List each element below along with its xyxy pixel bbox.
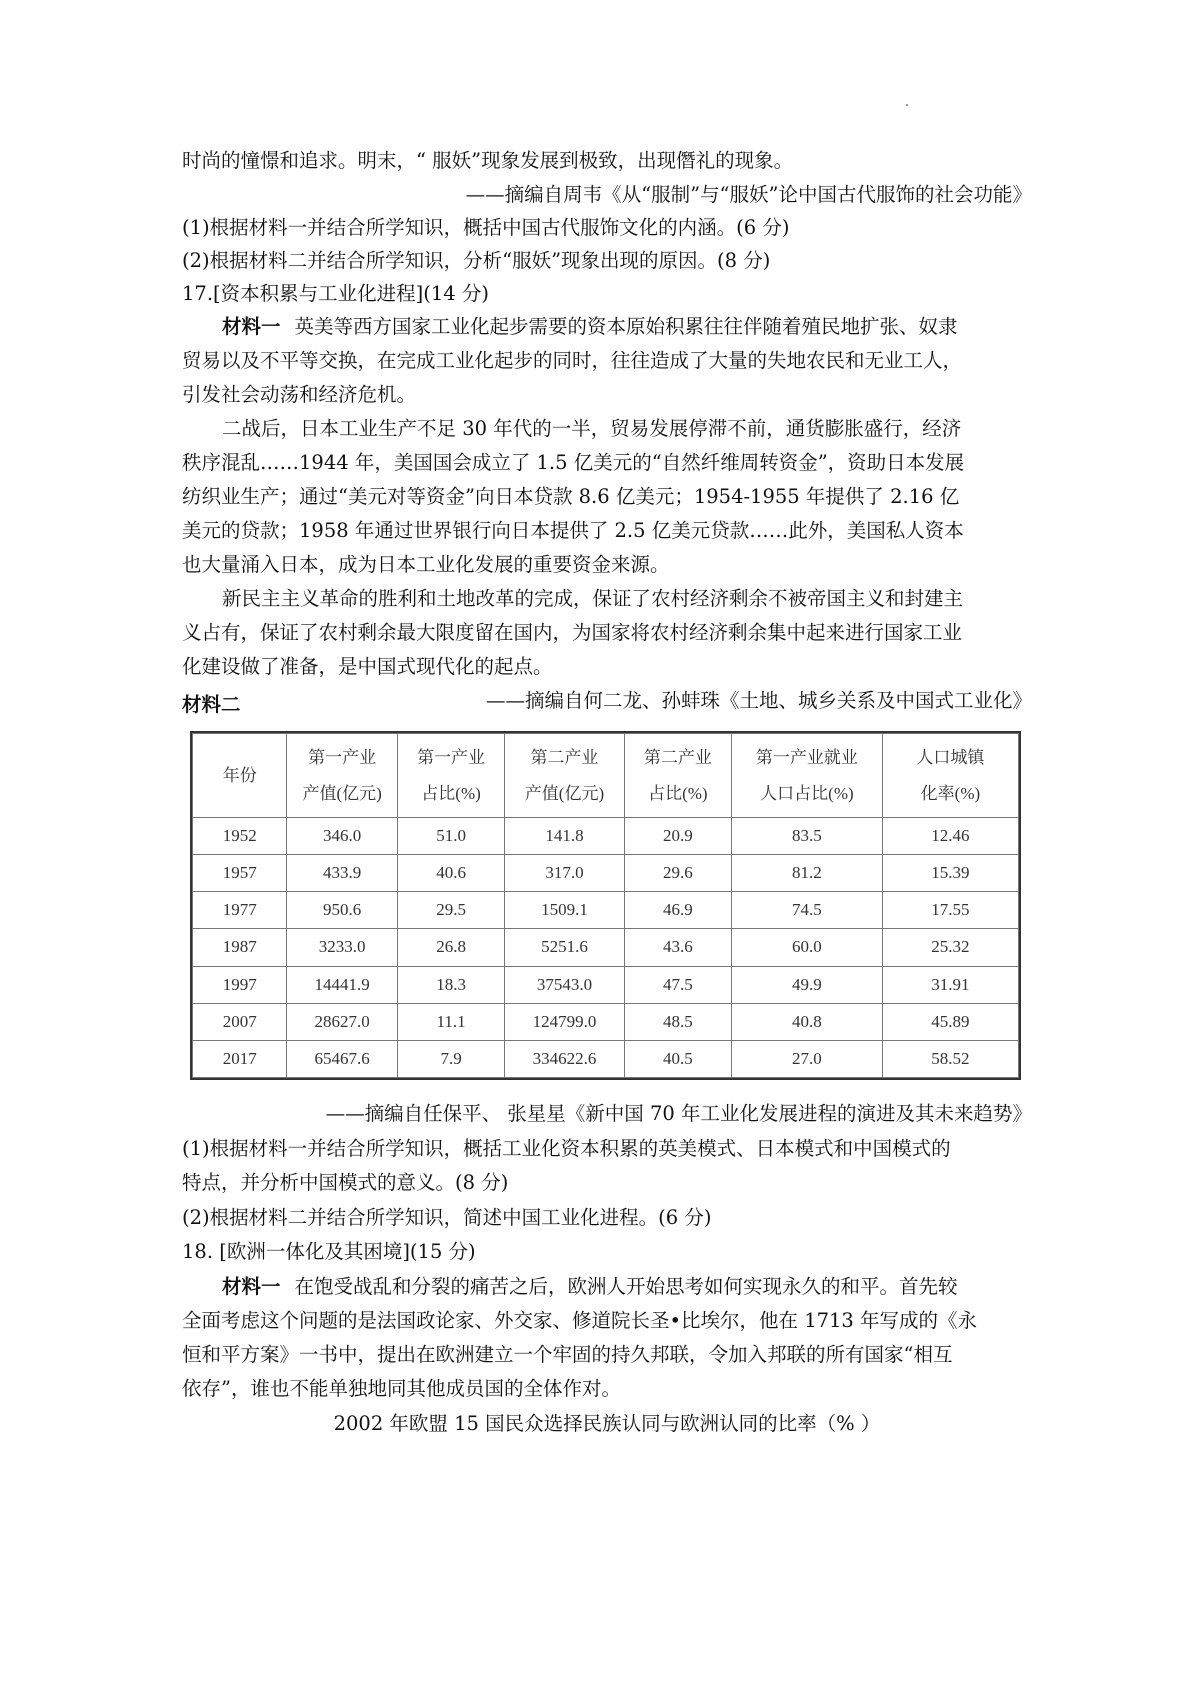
- table-row: [193, 818, 1019, 855]
- paragraph-line: 依存”，谁也不能单独地同其他成员国的全体作对。: [182, 1377, 621, 1400]
- source-citation: ——摘编自任保平、 张星星《新中国 70 年工业化发展进程的演进及其未来趋势》: [325, 1102, 1032, 1125]
- text-line: 时尚的憧憬和追求。明末，“ 服妖”现象发展到极致，出现僭礼的现象。: [182, 149, 794, 172]
- value-cell: 65467.6: [287, 1040, 397, 1077]
- value-cell: 60.0: [731, 929, 882, 966]
- paragraph-text: 在饱受战乱和分裂的痛苦之后，欧洲人开始思考如何实现永久的和平。首先较: [294, 1275, 958, 1298]
- value-cell: 58.52: [882, 1040, 1018, 1077]
- value-cell: 46.9: [624, 892, 731, 929]
- header-text: 第一产业就业: [755, 747, 858, 767]
- header-text: 占比(%): [648, 783, 708, 803]
- value-cell: 14441.9: [287, 966, 397, 1003]
- header-text: 占比(%): [421, 783, 481, 803]
- header-text: 人口城镇: [916, 747, 985, 767]
- value-cell: 11.1: [397, 1003, 504, 1040]
- year-cell: 2017: [193, 1040, 287, 1077]
- value-cell: 48.5: [624, 1003, 731, 1040]
- table-row: [193, 892, 1019, 929]
- paragraph-line: 新民主主义革命的胜利和土地改革的完成，保证了农村经济剩余不被帝国主义和封建主: [222, 587, 964, 610]
- value-cell: 29.6: [624, 855, 731, 892]
- header-text: 第二产业: [643, 747, 712, 767]
- paragraph-line: 义占有，保证了农村剩余最大限度留在国内，为国家将农村经济剩余集中起来进行国家工业: [182, 621, 963, 644]
- table-header-cell: [731, 734, 882, 818]
- value-cell: 83.5: [731, 818, 882, 855]
- table-header-cell: [882, 734, 1018, 818]
- value-cell: 37543.0: [505, 966, 624, 1003]
- value-cell: 43.6: [624, 929, 731, 966]
- question-17-1: (1)根据材料一并结合所学知识，概括工业化资本积累的英美模式、日本模式和中国模式的: [182, 1137, 951, 1160]
- value-cell: 334622.6: [505, 1040, 624, 1077]
- paragraph-line: 也大量涌入日本，成为日本工业化发展的重要资金来源。: [182, 553, 670, 576]
- value-cell: 81.2: [731, 855, 882, 892]
- value-cell: 25.32: [882, 929, 1018, 966]
- table-row: [193, 1003, 1019, 1040]
- value-cell: 27.0: [731, 1040, 882, 1077]
- header-text: 第一产业: [417, 747, 486, 767]
- material-label: 材料一: [222, 315, 281, 338]
- question-16-2: (2)根据材料二并结合所学知识，分析“服妖”现象出现的原因。(8 分): [182, 249, 771, 272]
- material-2-label: 材料二: [182, 693, 241, 716]
- year-cell: 1997: [193, 966, 287, 1003]
- question-17-heading: 17.[资本积累与工业化进程](14 分): [182, 282, 489, 305]
- year-cell: 1987: [193, 929, 287, 966]
- paragraph-line: [222, 312, 1032, 342]
- value-cell: 3233.0: [287, 929, 397, 966]
- source-citation: ——摘编自何二龙、孙蚌珠《土地、城乡关系及中国式工业化》: [485, 689, 1032, 712]
- year-cell: 1952: [193, 818, 287, 855]
- table-row: [193, 1040, 1019, 1077]
- value-cell: 51.0: [397, 818, 504, 855]
- table-header-cell: [287, 734, 397, 818]
- value-cell: 17.55: [882, 892, 1018, 929]
- table-header-row: [193, 734, 1019, 818]
- paragraph-text: 英美等西方国家工业化起步需要的资本原始积累往往伴随着殖民地扩张、奴隶: [294, 315, 958, 338]
- table-header-cell: [193, 734, 287, 818]
- source-citation: ——摘编自周韦《从“服制”与“服妖”论中国古代服饰的社会功能》: [465, 183, 1032, 206]
- paragraph-line: 全面考虑这个问题的是法国政论家、外交家、修道院长圣•比埃尔，他在 1713 年写成的《永: [182, 1309, 978, 1332]
- header-text: 产值(亿元): [524, 783, 605, 803]
- value-cell: 7.9: [397, 1040, 504, 1077]
- value-cell: 49.9: [731, 966, 882, 1003]
- table-row: [193, 966, 1019, 1003]
- paragraph-line: 引发社会动荡和经济危机。: [182, 383, 417, 406]
- paragraph-line: 化建设做了准备，是中国式现代化的起点。: [182, 655, 553, 678]
- paragraph-line: 纺织业生产；通过“美元对等资金”向日本贷款 8.6 亿美元；1954-1955 年提供了 2.16 亿: [182, 485, 960, 508]
- value-cell: 40.5: [624, 1040, 731, 1077]
- value-cell: 124799.0: [505, 1003, 624, 1040]
- value-cell: 29.5: [397, 892, 504, 929]
- table-row: [193, 855, 1019, 892]
- table-header-cell: [505, 734, 624, 818]
- data-table-frame: [190, 731, 1021, 1080]
- value-cell: 5251.6: [505, 929, 624, 966]
- question-18-heading: 18. [欧洲一体化及其困境](15 分): [182, 1240, 476, 1263]
- value-cell: 15.39: [882, 855, 1018, 892]
- table-header-cell: [397, 734, 504, 818]
- paragraph-line: 美元的贷款；1958 年通过世界银行向日本提供了 2.5 亿美元贷款……此外，美国私人资本: [182, 519, 964, 542]
- header-text: 第一产业: [308, 747, 377, 767]
- header-text: 人口占比(%): [760, 783, 854, 803]
- value-cell: 1509.1: [505, 892, 624, 929]
- header-text: 第二产业: [530, 747, 599, 767]
- value-cell: 47.5: [624, 966, 731, 1003]
- industrialization-table: [192, 733, 1019, 1078]
- year-cell: 2007: [193, 1003, 287, 1040]
- paragraph-line: 恒和平方案》一书中，提出在欧洲建立一个牢固的持久邦联，令加入邦联的所有国家“相互: [182, 1343, 953, 1366]
- paragraph-line: 贸易以及不平等交换，在完成工业化起步的同时，往往造成了大量的失地农民和无业工人，: [182, 349, 963, 372]
- value-cell: 18.3: [397, 966, 504, 1003]
- value-cell: 20.9: [624, 818, 731, 855]
- value-cell: 74.5: [731, 892, 882, 929]
- value-cell: 141.8: [505, 818, 624, 855]
- value-cell: 317.0: [505, 855, 624, 892]
- table-row: [193, 929, 1019, 966]
- value-cell: 433.9: [287, 855, 397, 892]
- question-17-1-cont: 特点，并分析中国模式的意义。(8 分): [182, 1171, 509, 1194]
- header-text: 产值(亿元): [302, 783, 382, 803]
- material-label: 材料一: [222, 1275, 281, 1298]
- paragraph-line: 二战后，日本工业生产不足 30 年代的一半，贸易发展停滞不前，通货膨胀盛行，经济: [222, 417, 962, 440]
- value-cell: 12.46: [882, 818, 1018, 855]
- header-text: 化率(%): [920, 783, 981, 803]
- value-cell: 950.6: [287, 892, 397, 929]
- paragraph-line: [222, 1272, 1032, 1302]
- value-cell: 26.8: [397, 929, 504, 966]
- value-cell: 31.91: [882, 966, 1018, 1003]
- question-16-1: (1)根据材料一并结合所学知识，概括中国古代服饰文化的内涵。(6 分): [182, 216, 790, 239]
- paragraph-line: 秩序混乱……1944 年，美国国会成立了 1.5 亿美元的“自然纤维周转资金”，资助日本发展: [182, 451, 965, 474]
- year-cell: 1957: [193, 855, 287, 892]
- table-header-cell: [624, 734, 731, 818]
- value-cell: 40.8: [731, 1003, 882, 1040]
- question-17-2: (2)根据材料二并结合所学知识，简述中国工业化进程。(6 分): [182, 1206, 712, 1229]
- value-cell: 45.89: [882, 1003, 1018, 1040]
- year-cell: 1977: [193, 892, 287, 929]
- scan-speck: [906, 104, 908, 106]
- value-cell: 346.0: [287, 818, 397, 855]
- value-cell: 28627.0: [287, 1003, 397, 1040]
- header-text: 年份: [222, 765, 257, 785]
- value-cell: 40.6: [397, 855, 504, 892]
- chart-caption: 2002 年欧盟 15 国民众选择民族认同与欧洲认同的比率（% ）: [333, 1412, 881, 1435]
